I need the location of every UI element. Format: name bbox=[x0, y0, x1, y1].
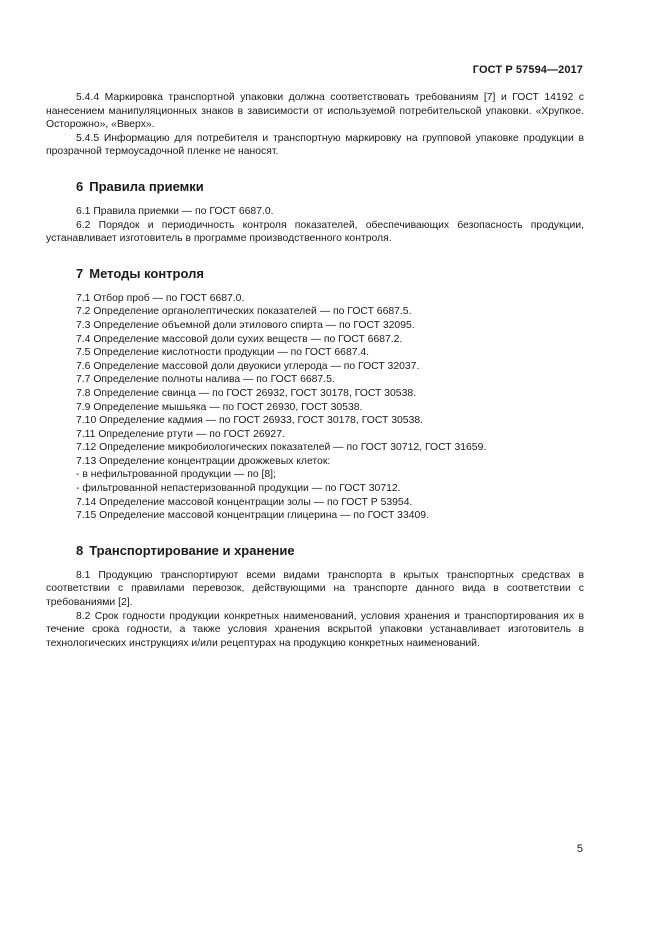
paragraph-8-2: 8.2 Срок годности продукции конкретных наименований, условия хранения и транспортирования их в течение срока годности, а также условия хранения вскрытой упаковки устанавливает изготовитель в технологических инструкциях и/или рецептурах на продукцию конкретных наименований. bbox=[46, 610, 584, 649]
list-item: - в нефильтрованной продукции — по [8]; bbox=[76, 469, 276, 481]
section-8-title: Транспортирование и хранение bbox=[89, 542, 295, 558]
list-item: 7.13 Определение концентрации дрожжевых клеток: bbox=[76, 455, 331, 467]
section-6-title: Правила приемки bbox=[89, 178, 204, 194]
list-item: 7.14 Определение массовой концентрации золы — по ГОСТ Р 53954. bbox=[76, 496, 413, 508]
section-7-title: Методы контроля bbox=[89, 265, 204, 281]
list-item: 7.4 Определение массовой доли сухих веществ — по ГОСТ 6687.2. bbox=[76, 333, 403, 345]
list-item: 7.10 Определение кадмия — по ГОСТ 26933, ГОСТ 30178, ГОСТ 30538. bbox=[76, 415, 424, 427]
paragraph-5-4-4: 5.4.4 Маркировка транспортной упаковки должна соответствовать требованиям [7] и ГОСТ 14192 с нанесением манипуляционных знаков в зависимости от используемой потребительской упаковки. «Хрупкое. Осторожно», «Вверх». bbox=[46, 92, 584, 131]
list-item: 7.15 Определение массовой концентрации глицерина — по ГОСТ 33409. bbox=[76, 510, 429, 522]
paragraph-8-1: 8.1 Продукцию транспортируют всеми видами транспорта в крытых транспортных средствах в соответствии с правилами перевозок, действующими на транспорте данного вида в соответствии с требованиями [2]. bbox=[46, 569, 584, 609]
list-item: 7.2 Определение органолептических показателей — по ГОСТ 6687.5. bbox=[76, 306, 412, 318]
list-item: - фильтрованной непастеризованной продукции — по ГОСТ 30712. bbox=[76, 483, 401, 495]
section-7-number: 7 bbox=[76, 265, 84, 281]
paragraph-5-4-5: 5.4.5 Информацию для потребителя и транспортную маркировку на групповой упаковке продукции в прозрачной термоусадочной пленке не наносят. bbox=[46, 132, 584, 158]
section-8-heading bbox=[76, 543, 584, 559]
list-item: 7.11 Определение ртути — по ГОСТ 26927. bbox=[76, 428, 285, 440]
list-item: 7.3 Определение объемной доли этилового спирта — по ГОСТ 32095. bbox=[76, 319, 415, 331]
document-code: ГОСТ Р 57594—2017 bbox=[472, 64, 583, 76]
list-item: 7.9 Определение мышьяка — по ГОСТ 26930, ГОСТ 30538. bbox=[76, 401, 363, 413]
section-6-number: 6 bbox=[76, 178, 84, 194]
paragraph-6-1: 6.1 Правила приемки — по ГОСТ 6687.0. bbox=[76, 205, 274, 217]
list-item: 7.1 Отбор проб — по ГОСТ 6687.0. bbox=[76, 292, 245, 304]
document-body bbox=[46, 91, 584, 650]
paragraph-6-2: 6.2 Порядок и периодичность контроля показателей, обеспечивающих безопасность продукции, устанавливает изготовитель в программе производственного контроля. bbox=[46, 219, 584, 245]
section-6-heading bbox=[76, 179, 584, 195]
list-item: 7.12 Определение микробиологических показателей — по ГОСТ 30712, ГОСТ 31659. bbox=[76, 442, 487, 454]
list-item: 7.7 Определение полноты налива — по ГОСТ 6687.5. bbox=[76, 374, 335, 386]
page-number: 5 bbox=[576, 843, 583, 855]
section-8-number: 8 bbox=[76, 542, 84, 558]
section-7-list bbox=[46, 292, 584, 523]
list-item: 7.6 Определение массовой доли двуокиси углерода — по ГОСТ 32037. bbox=[76, 360, 420, 372]
section-7-heading bbox=[76, 266, 584, 282]
list-item: 7.5 Определение кислотности продукции — по ГОСТ 6687.4. bbox=[76, 347, 370, 359]
list-item: 7.8 Определение свинца — по ГОСТ 26932, ГОСТ 30178, ГОСТ 30538. bbox=[76, 387, 417, 399]
